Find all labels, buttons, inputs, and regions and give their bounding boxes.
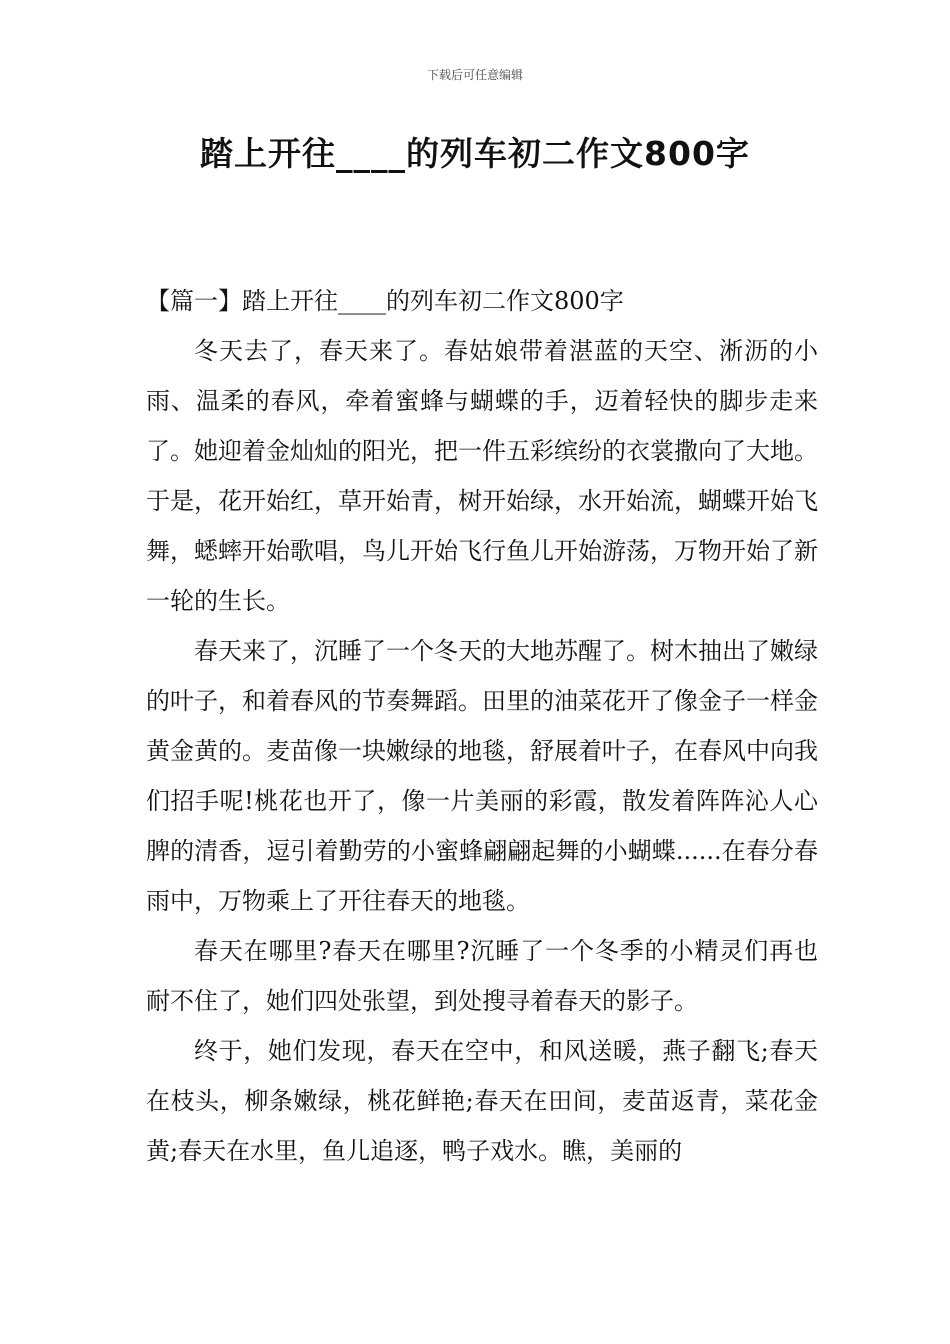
header-note: 下载后可任意编辑 [426,68,523,82]
section-heading: 【篇一】踏上开往____的列车初二作文800字 [146,287,624,315]
paragraph-2: 春天来了，沉睡了一个冬天的大地苏醒了。树木抽出了嫩绿的叶子，和着春风的节奏舞蹈。田里的油菜花开了像金子一样金黄金黄的。麦苗像一块嫩绿的地毯，舒展着叶子，在春风中向我们招手呢!桃花也开了，像一片美丽的彩霞，散发着阵阵沁人心脾的清香，逗引着勤劳的小蜜蜂翩翩起舞的小蝴蝶......在春分春雨中，万物乘上了开往春天的地毯。 [146,637,818,915]
paragraph-1: 冬天去了，春天来了。春姑娘带着湛蓝的天空、淅沥的小雨、温柔的春风，牵着蜜蜂与蝴蝶的手，迈着轻快的脚步走来了。她迎着金灿灿的阳光，把一件五彩缤纷的衣裳撒向了大地。于是，花开始红，草开始青，树开始绿，水开始流，蝴蝶开始飞舞，蟋蟀开始歌唱，鸟儿开始飞行鱼儿开始游荡，万物开始了新一轮的生长。 [146,337,818,615]
document-body [146,276,818,1176]
paragraph-4: 终于，她们发现，春天在空中，和风送暖，燕子翻飞;春天在枝头，柳条嫩绿，桃花鲜艳;春天在田间，麦苗返青，菜花金黄;春天在水里，鱼儿追逐，鸭子戏水。瞧，美丽的 [146,1037,818,1165]
page-title: 踏上开往____的列车初二作文800字 [200,134,750,173]
paragraph-3: 春天在哪里?春天在哪里?沉睡了一个冬季的小精灵们再也耐不住了，她们四处张望，到处搜寻着春天的影子。 [146,937,818,1015]
